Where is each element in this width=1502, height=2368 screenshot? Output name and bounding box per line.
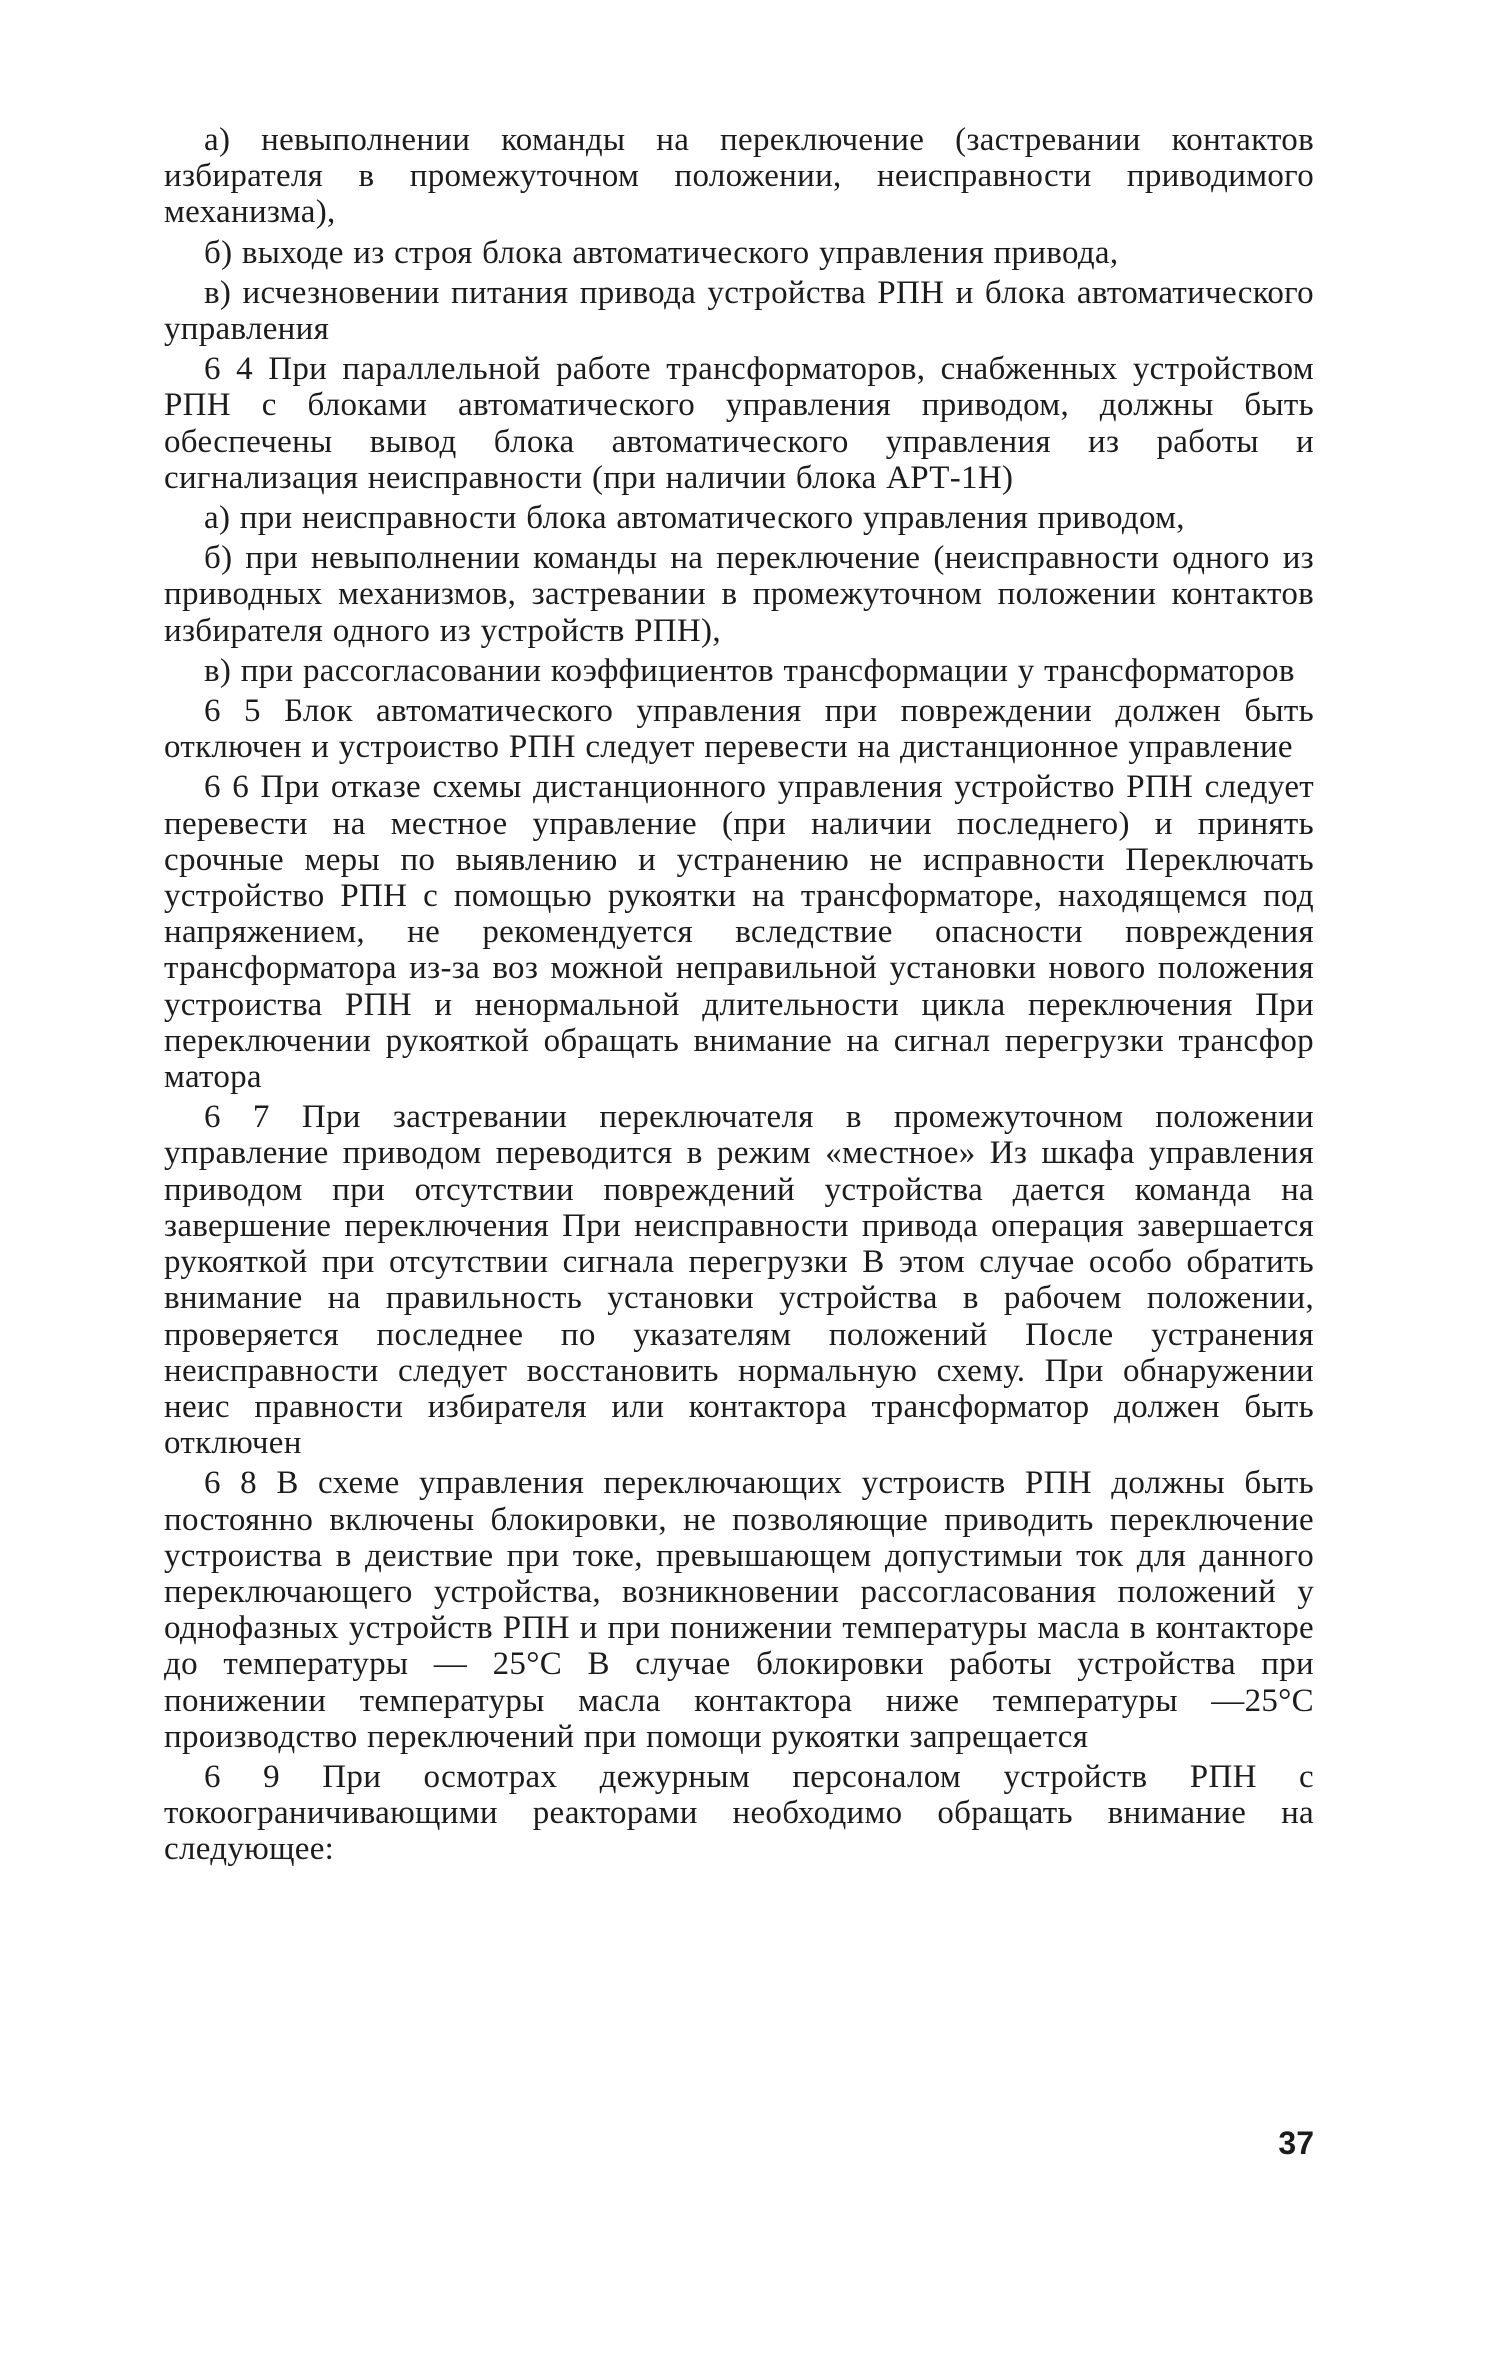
paragraph-list-v-2: в) при рассогласовании коэффициентов трансформации у трансформаторов <box>204 652 1295 689</box>
paragraph-6-7: 6 7 При застревании переключателя в промежуточном положении управление приводом переводится в режим «местное» Из шкафа управления приводом при отсутствии повреждений устройства дается команда на завершение переключения При неисправности привода операция завершается рукояткой при отсутствии сигнала перегрузки В этом случае особо обратить внимание на правильность установки устройства в рабочем положении, проверяется последнее по указателям положений После устранения неисправности следует восстановить нормальную схему. При обнаружении неис правности избирателя или контактора трансформатор должен быть отключен <box>164 1099 1314 1462</box>
paragraph-list-a-1: а) невыполнении команды на переключение (застревании контактов избирателя в промежуточном положении, неисправности приводимого механизма), <box>164 122 1314 231</box>
paragraph-list-b-1: б) выходе из строя блока автоматического управления привода, <box>204 234 1119 271</box>
body-text <box>164 122 1314 1872</box>
page-number: 37 <box>1278 2125 1314 2161</box>
paragraph-list-v-1: в) исчезновении питания привода устройства РПН и блока автоматического управления <box>164 274 1314 348</box>
paragraph-6-9: 6 9 При осмотрах дежурным персоналом устройств РПН с токоограничивающими реакторами необходимо обращать внимание на следующее: <box>164 1758 1314 1868</box>
paragraph-6-6: 6 6 При отказе схемы дистанционного управления устройство РПН следует перевести на местное управление (при наличии последнего) и принять срочные меры по выявлению и устранению не исправности Переключать устройство РПН с помощью рукоятки на трансформаторе, находящемся под напряжением, не рекомендуется вследствие опасности повреждения трансформатора из-за воз можной неправильной установки нового положения устроиства РПН и ненормальной длительности цикла переключения При переключении рукояткой обращать внимание на сигнал перегрузки трансфор матора <box>164 769 1314 1096</box>
paragraph-6-8: 6 8 В схеме управления переключающих устроиств РПН должны быть постоянно включены блокировки, не позволяющие приводить переключение устроиства в деиствие при токе, превышающем допустимыи ток для данного переключающего устройства, возникновении рассогласования положений у однофазных устройств РПН и при понижении температуры масла в контакторе до температуры — 25°С В случае блокировки работы устройства при понижении температуры масла контактора ниже температуры —25°С производство переключений при помощи рукоятки запрещается <box>164 1465 1314 1755</box>
paragraph-list-a-2: а) при неисправности блока автоматического управления приводом, <box>204 500 1185 537</box>
paragraph-list-b-2: б) при невыполнении команды на переключение (неисправности одного из приводных механизмов, застревании в промежуточном положении контактов избирателя одного из устройств РПН), <box>164 540 1314 649</box>
paragraph-6-5: 6 5 Блок автоматического управления при повреждении должен быть отключен и устроиство РПН следует перевести на дистанционное управление <box>164 693 1314 766</box>
paragraph-6-4: 6 4 При параллельной работе трансформаторов, снабженных устройством РПН с блоками автоматического управления приводом, должны быть обеспечены вывод блока автоматического управления из работы и сигнализация неисправности (при наличии блока АРТ-1Н) <box>164 351 1314 496</box>
